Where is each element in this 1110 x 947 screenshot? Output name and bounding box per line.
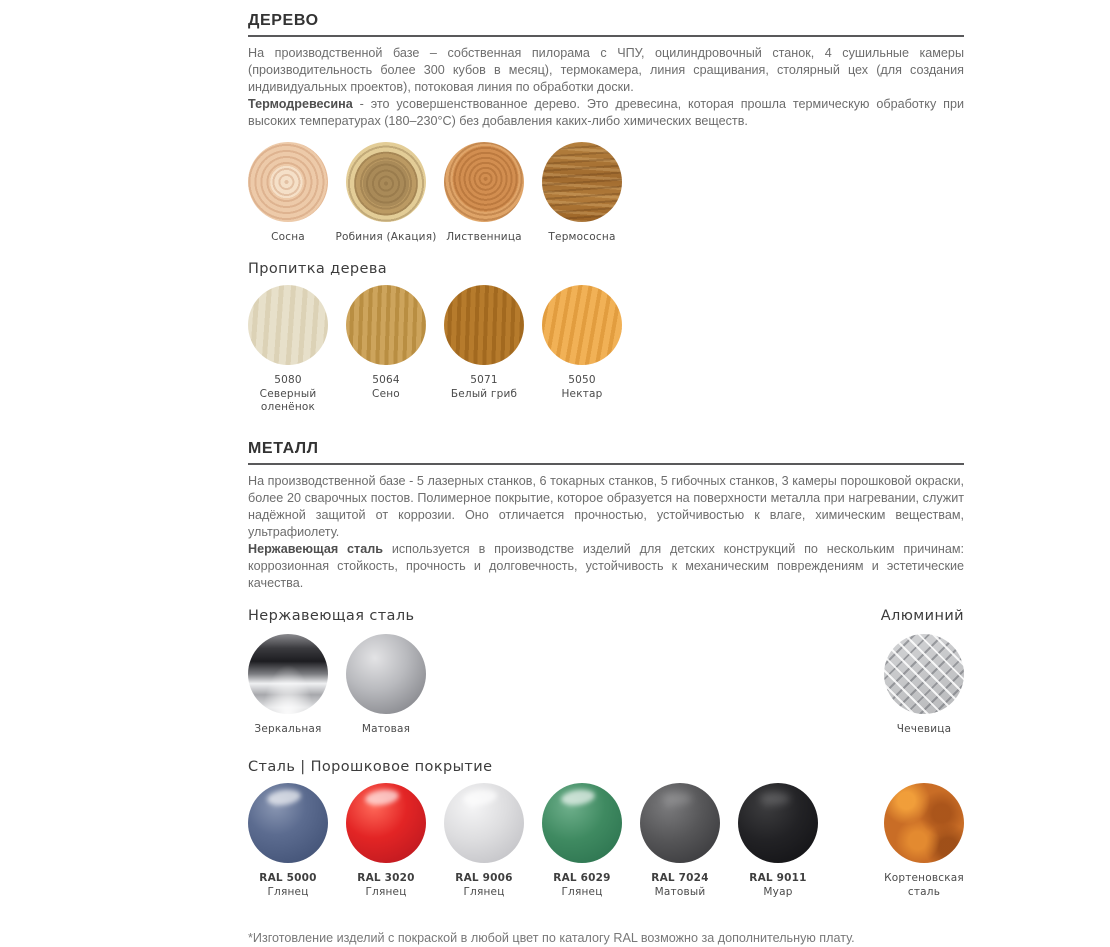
stain-5080-label xyxy=(235,374,341,416)
ral-9006 xyxy=(444,783,524,900)
wood-species-row xyxy=(248,142,964,245)
stain-5071-swatch xyxy=(444,285,524,365)
impregnation-title: Пропитка дерева xyxy=(248,260,388,277)
ral-7024 xyxy=(640,783,720,900)
wood-section-title: ДЕРЕВО xyxy=(248,12,319,29)
wood-section xyxy=(248,13,964,415)
ral-footnote: *Изготовление изделий с покраской в любой цвет по каталогу RAL возможно за дополнительную плату. xyxy=(248,930,855,945)
stainless-title: Нержавеющая сталь xyxy=(248,608,415,625)
ral-7024-code: RAL 7024 xyxy=(651,871,709,884)
stain-5064-name: Сено xyxy=(372,387,400,400)
thermowood-description: - это усовершенствованное дерево. Это древесина, которая прошла термическую обработку при высоких температурах (180–230°C) без добавления каких-либо химических веществ. xyxy=(248,96,964,128)
stain-5064-swatch xyxy=(346,285,426,365)
mirror-steel-swatch xyxy=(248,634,328,714)
ral-3020-code: RAL 3020 xyxy=(357,871,415,884)
ral-7024-label xyxy=(627,872,733,900)
ral-7024-finish: Матовый xyxy=(654,885,706,898)
ral-9011-code: RAL 9011 xyxy=(749,871,807,884)
ral-6029-swatch xyxy=(542,783,622,863)
ral-9006-swatch xyxy=(444,783,524,863)
ral-6029-code: RAL 6029 xyxy=(553,871,611,884)
ral-5000-swatch xyxy=(248,783,328,863)
ral-9011 xyxy=(738,783,818,900)
thermowood-term: Термодревесина xyxy=(248,96,353,111)
stain-5064-label xyxy=(333,374,439,402)
stain-5080-swatch xyxy=(248,285,328,365)
ral-3020-finish: Глянец xyxy=(365,885,407,898)
wood-paragraph-1: На производственной базе – собственная пилорама с ЧПУ, оцилиндровочный станок, 4 сушильные камеры (производительность более 300 кубов в месяц), термокамера, линия сращивания, столярный цех (для создания индивидуальных проектов), потоковая линия по обработки доски. xyxy=(248,45,964,94)
wood-species-thermopine xyxy=(542,142,622,245)
stain-5071 xyxy=(444,285,524,402)
ral-6029 xyxy=(542,783,622,900)
robinia-label: Робиния (Акация) xyxy=(335,230,437,243)
checker-plate-swatch xyxy=(884,634,964,714)
materials-page xyxy=(248,0,964,947)
stainless-term: Нержавеющая сталь xyxy=(248,542,383,557)
ral-7024-swatch xyxy=(640,783,720,863)
wood-species-robinia xyxy=(335,142,437,245)
stain-5080-name: Северный оленёнок xyxy=(259,387,317,414)
matte-steel-swatch xyxy=(346,634,426,714)
powder-coating-row xyxy=(248,783,964,900)
mirror-steel-label: Зеркальная xyxy=(254,723,322,736)
stainless-row xyxy=(248,634,964,737)
impregnation-row xyxy=(248,285,964,416)
ral-5000-label xyxy=(235,872,341,900)
wood-paragraph-2 xyxy=(248,96,964,130)
larch-label: Лиственница xyxy=(446,230,522,243)
stain-5071-name: Белый гриб xyxy=(450,387,518,400)
robinia-swatch xyxy=(346,142,426,222)
stain-5050-code: 5050 xyxy=(568,373,596,386)
corten-steel-swatch xyxy=(884,783,964,863)
ral-6029-finish: Глянец xyxy=(561,885,603,898)
ral-5000-code: RAL 5000 xyxy=(259,871,317,884)
ral-3020-swatch xyxy=(346,783,426,863)
corten-steel-name: Кортеновская сталь xyxy=(884,871,964,898)
stain-5064 xyxy=(346,285,426,402)
ral-9011-label xyxy=(725,872,831,900)
matte-steel-label: Матовая xyxy=(361,723,411,736)
metal-section-title: МЕТАЛЛ xyxy=(248,440,319,458)
stainless-aluminium-headings xyxy=(248,608,964,624)
metal-paragraph-2 xyxy=(248,541,964,592)
thermopine-label: Термососна xyxy=(548,230,616,243)
metal-section xyxy=(248,441,964,899)
ral-6029-label xyxy=(529,872,635,900)
stain-5050 xyxy=(542,285,622,402)
stainless-matte xyxy=(346,634,426,737)
wood-species-larch xyxy=(444,142,524,245)
stain-5064-code: 5064 xyxy=(372,373,400,386)
metal-divider xyxy=(248,463,964,465)
ral-9006-finish: Глянец xyxy=(463,885,505,898)
larch-swatch xyxy=(444,142,524,222)
stain-5071-label xyxy=(431,374,537,402)
corten-steel-label xyxy=(871,872,977,900)
wood-species-pine xyxy=(248,142,328,245)
stainless-description: используется в производстве изделий для детских конструкций по нескольким причинам: коррозионная стойкость, прочность и долговечность, устойчивость к механическим повреждениям и эстетические качества. xyxy=(248,542,964,591)
stain-5050-label xyxy=(529,374,635,402)
aluminium-title: Алюминий xyxy=(880,608,964,625)
checker-plate-label: Чечевица xyxy=(896,723,952,736)
stain-5071-code: 5071 xyxy=(470,373,498,386)
stain-5050-swatch xyxy=(542,285,622,365)
stain-5080 xyxy=(248,285,328,416)
pine-swatch xyxy=(248,142,328,222)
ral-9011-swatch xyxy=(738,783,818,863)
ral-5000-finish: Глянец xyxy=(267,885,309,898)
thermopine-swatch xyxy=(542,142,622,222)
stain-5050-name: Нектар xyxy=(561,387,603,400)
metal-paragraph-1: На производственной базе - 5 лазерных станков, 6 токарных станков, 5 гибочных станков, 3 камеры порошковой окраски, более 20 сварочных постов. Полимерное покрытие, которое образуется на поверхности металла при нагревании, служит надёжной защитой от коррозии. Оно отличается прочностью, устойчивостью к влаге, химическим веществам, ультрафиолету. xyxy=(248,474,964,540)
stain-5080-code: 5080 xyxy=(274,373,302,386)
ral-9006-code: RAL 9006 xyxy=(455,871,513,884)
aluminium-lentil xyxy=(884,634,964,737)
ral-3020-label xyxy=(333,872,439,900)
pine-label: Сосна xyxy=(271,230,305,243)
ral-5000 xyxy=(248,783,328,900)
wood-divider xyxy=(248,35,964,37)
powder-coating-title: Сталь | Порошковое покрытие xyxy=(248,758,493,775)
ral-3020 xyxy=(346,783,426,900)
stainless-mirror xyxy=(248,634,328,737)
corten-steel xyxy=(884,783,964,900)
ral-9006-label xyxy=(431,872,537,900)
ral-9011-finish: Муар xyxy=(763,885,793,898)
